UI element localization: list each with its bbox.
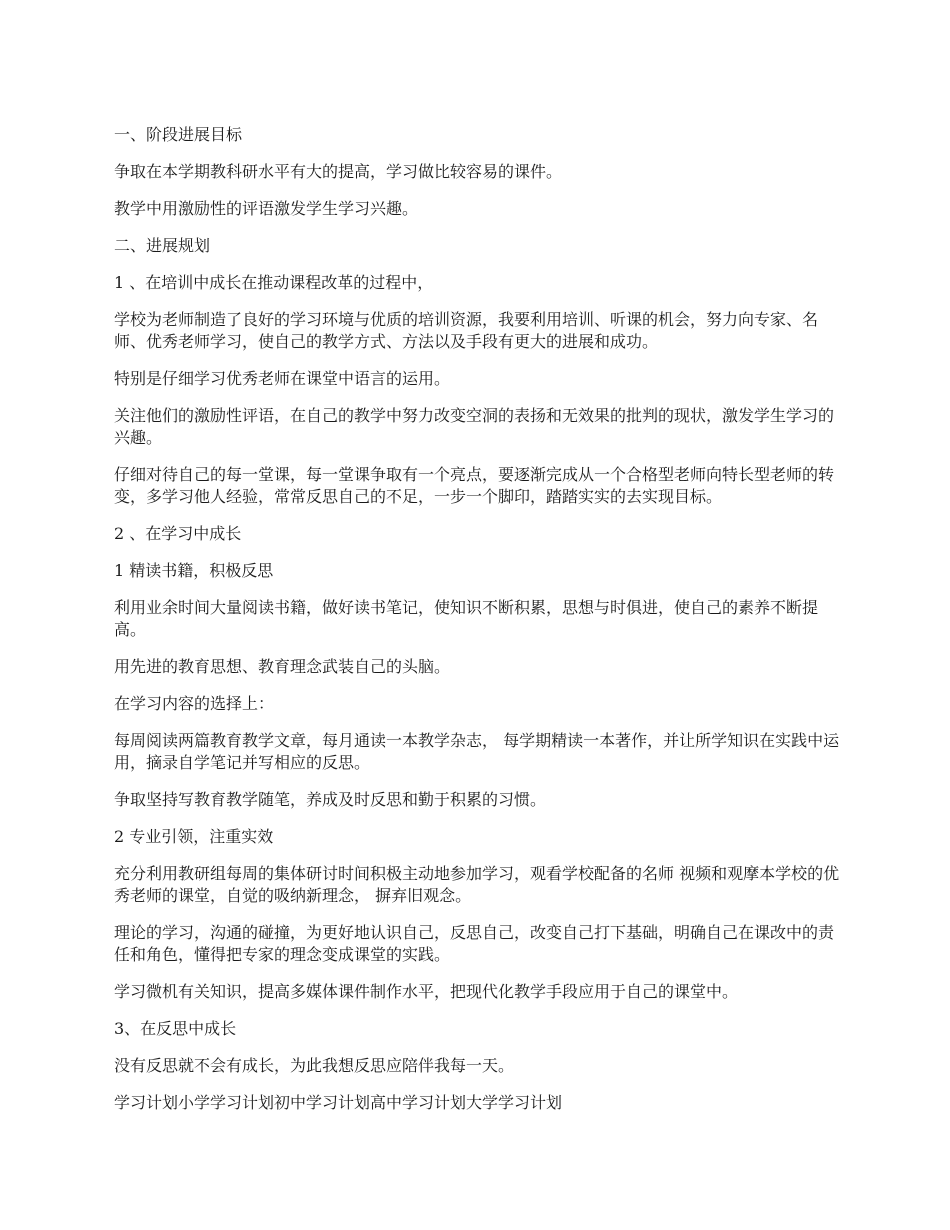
paragraph: 没有反思就不会有成长，为此我想反思应陪伴我每一天。 <box>114 1056 515 1075</box>
paragraph: 教学中用激励性的评语激发学生学习兴趣。 <box>114 199 419 218</box>
heading-development-plan: 二、进展规划 <box>114 236 211 255</box>
document-body <box>114 124 844 1129</box>
subheading: 1 、在培训中成长在推动课程改革的过程中， <box>114 273 434 292</box>
paragraph: 利用业余时间大量阅读书籍，做好读书笔记，使知识不断积累，思想与时俱进，使自己的素养不断提高。 <box>114 598 819 639</box>
paragraph: 充分利用教研组每周的集体研讨时间积极主动地参加学习，观看学校配备的名师 视频和观摩本学校的优秀老师的课堂，自觉的吸纳新理念， 摒弃旧观念。 <box>114 864 840 905</box>
subheading: 3、在反思中成长 <box>114 1019 237 1038</box>
subheading: 2 、在学习中成长 <box>114 524 242 543</box>
paragraph: 理论的学习，沟通的碰撞，为更好地认识自己，反思自己，改变自己打下基础，明确自己在课改中的责任和角色，懂得把专家的理念变成课堂的实践。 <box>114 923 835 964</box>
paragraph: 学习计划小学学习计划初中学习计划高中学习计划大学学习计划 <box>114 1093 563 1112</box>
paragraph: 特别是仔细学习优秀老师在课堂中语言的运用。 <box>114 369 451 388</box>
paragraph: 争取坚持写教育教学随笔，养成及时反思和勤于积累的习惯。 <box>114 790 547 809</box>
paragraph: 每周阅读两篇教育教学文章，每月通读一本教学杂志， 每学期精读一本著作，并让所学知识在实践中运用，摘录自学笔记并写相应的反思。 <box>114 731 840 772</box>
paragraph: 用先进的教育思想、教育理念武装自己的头脑。 <box>114 657 451 676</box>
paragraph: 关注他们的激励性评语，在自己的教学中努力改变空洞的表扬和无效果的批判的现状，激发学生学习的兴趣。 <box>114 406 835 447</box>
paragraph: 争取在本学期教科研水平有大的提高，学习做比较容易的课件。 <box>114 162 563 181</box>
heading-stage-goals: 一、阶段进展目标 <box>114 125 243 144</box>
subheading: 2 专业引领，注重实效 <box>114 827 274 846</box>
paragraph: 学校为老师制造了良好的学习环境与优质的培训资源，我要利用培训、听课的机会，努力向专家、名师、优秀老师学习，使自己的教学方式、方法以及手段有更大的进展和成功。 <box>114 310 819 351</box>
paragraph: 学习微机有关知识，提高多媒体课件制作水平，把现代化教学手段应用于自己的课堂中。 <box>114 982 739 1001</box>
paragraph: 仔细对待自己的每一堂课，每一堂课争取有一个亮点，要逐渐完成从一个合格型老师向特长型老师的转变，多学习他人经验，常常反思自己的不足，一步一个脚印，踏踏实实的去实现目标。 <box>114 465 835 506</box>
paragraph: 在学习内容的选择上： <box>114 694 275 713</box>
subheading: 1 精读书籍，积极反思 <box>114 561 274 580</box>
